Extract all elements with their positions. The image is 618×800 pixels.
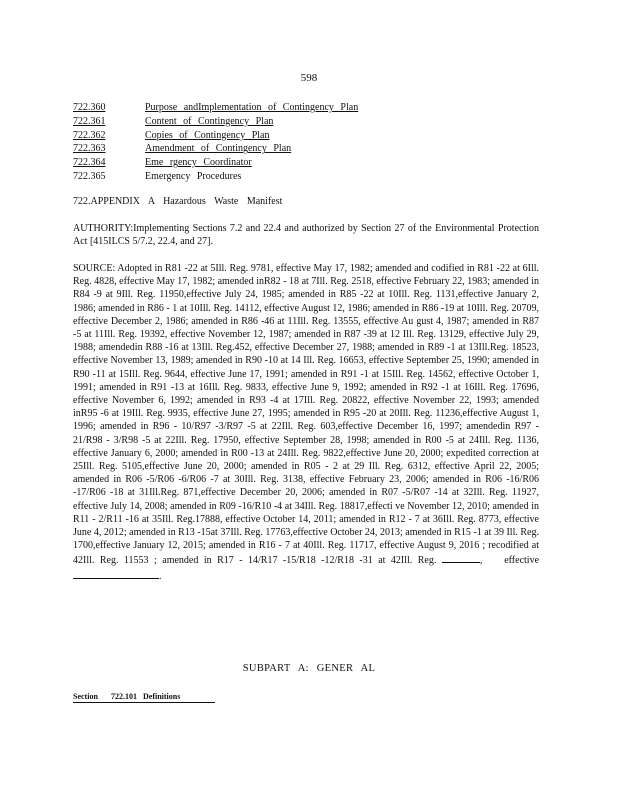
toc-section-number: 722.360 — [73, 102, 106, 113]
toc-section-number: 722.361 — [73, 115, 106, 127]
toc-section-title: Purpose andImplementation of Contingency Plan — [145, 102, 359, 113]
toc-row — [73, 170, 393, 184]
section-label: Section — [73, 692, 98, 701]
page-number: 598 — [300, 72, 318, 84]
toc-section-title: Eme rgency Coordinator — [145, 157, 252, 169]
blank-line — [442, 552, 480, 563]
source-effective-label: effective — [504, 555, 540, 567]
toc-section-title: Content of Contingency Plan — [145, 115, 274, 127]
section-title: Definitions — [143, 692, 181, 701]
section-heading — [73, 692, 180, 701]
appendix-entry: 722.APPENDIX A Hazardous Waste Manifest — [73, 196, 283, 207]
source-end: . — [159, 570, 162, 582]
toc-section-number: 722.363 — [73, 143, 106, 155]
authority-note: AUTHORITY:Implementing Sections 7.2 and 22.4 and authorized by Section 27 of the Environmental Protection Act [415ILCS 5/7.2, 22.4, and 27]. — [73, 223, 539, 248]
toc-section-title: Amendment of Contingency Plan — [145, 143, 292, 155]
source-text: SOURCE: Adopted in R81 -22 at 5Ill. Reg. 9781, effective May 17, 1982; amended and codified in R81 -22 at 6Ill. Reg. 4828, effective May 17, 1982; amended inR82 - 18 at 7Ill. Reg. 2518, effective February 22, 1983; amended in R84 -9 at 9Ill. Reg. 11950,effective July 24, 1985; amended in R85 -22 at 10Ill. Reg. 1131,effective January 2, 1986; amended in R86 - 1 at 10Ill. Reg. 14112, effective August 12, 1986; amended in R86 -19 at 10Ill. Reg. 20709, effective December 2, 1986; amended in R86 -46 at 11Ill. Reg. 13555, effective Au gust 4, 1987; amended in R87 -5 at 11Ill. Reg. 19392, effective November 12, 1987; amended in R87 -39 at 12 Ill. Reg. 13129, effective July 29, 1988; amendedin R88 -16 at 13Ill. Reg.452, effective December 27, 1988; amended in R89 -1 at 13Ill.Reg. 18523, effective November 13, 1989; amended in R90 -10 at 14 Ill. Reg. 16653, effective September 25, 1990; amended in R90 -11 at 15Ill. Reg. 9644, effective June 17, 1991; amended in R91 -1 at 15Ill. Reg. 14562, effective October 1, 1991; amended in R91 -13 at 16Ill. Reg. 9833, effective June 9, 1992; amended in R92 -1 at 16Ill. Reg. 17696, effective November 6, 1992; amended in R93 -4 at 17Ill. Reg. 20822, effective November 22, 1993; amended inR95 -6 at 19Ill. Reg. 9935, effective June 27, 1995; amended in R95 -20 at 20Ill. Reg. 11236,effective August 1, 1996; amended in R96 - 10/R97 -3/R97 -5 at 22Ill. Reg. 603,effective December 16, 1997; amendedin R97 - 21/R98 - 3/R98 -5 at 22Ill. Reg. 17950, effective September 28, 1998; amended in R00 -5 at 24Ill. Reg. 1136, effective January 6, 2000; amended in R00 -13 at 24Ill. Reg. 9822,effective June 20, 2000; expedited correction at 25Ill. Reg. 5105,effective June 20, 2000; amended in R05 - 2 at 29 Ill. Reg. 6312, effective April 22, 2005; amended in R06 -5/R06 -6/R06 -7 at 30Ill. Reg. 3138, effective February 23, 2006; amended in R06 -16/R06 -17/R06 -18 at 31Ill.Reg. 871,effective December 20, 2006; amended in R07 -5/R07 -14 at 32Ill. Reg. 11927, effective July 14, 2008; amended in R09 -16/R10 -4 at 34Ill. Reg. 18817,effecti ve November 12, 2010; amended in R11 - 2/R11 -16 at 35Ill. Reg.17888, effective October 14, 2011; amended in R12 - 7 at 36Ill. Reg. 8773, effective June 4, 2012; amended in R13 -15at 37Ill. Reg. 17763,effective October 24, 2013; amended in R15 -1 at 39 Ill. Reg. 1700,effective January 12, 2015; amended in R16 - 7 at 40Ill. Reg. 11717, effective August 9, 2016 ; recodified at 42Ill. Reg. 11553 ; amended in R17 - 14/R17 -15/R18 -12/R18 -31 at 42Ill. Reg. — [73, 263, 539, 567]
toc-section-number: 722.362 — [73, 129, 106, 141]
toc-section-title: Emergency Procedures — [145, 170, 242, 182]
toc-section-title: Copies of Contingency Plan — [145, 129, 270, 141]
section-underline — [73, 702, 215, 703]
toc-row — [73, 129, 393, 143]
toc-section-number: 722.364 — [73, 157, 106, 169]
toc-row — [73, 142, 393, 156]
blank-line — [73, 568, 159, 579]
toc-section-number: 722.365 — [73, 170, 106, 182]
table-of-contents — [73, 101, 393, 184]
toc-row — [73, 156, 393, 170]
source-separator: , — [479, 555, 483, 567]
toc-row — [73, 101, 393, 115]
section-number: 722.101 — [111, 692, 137, 701]
subpart-heading: SUBPART A: GENER AL — [242, 663, 376, 674]
source-note — [73, 262, 539, 583]
toc-row — [73, 115, 393, 129]
